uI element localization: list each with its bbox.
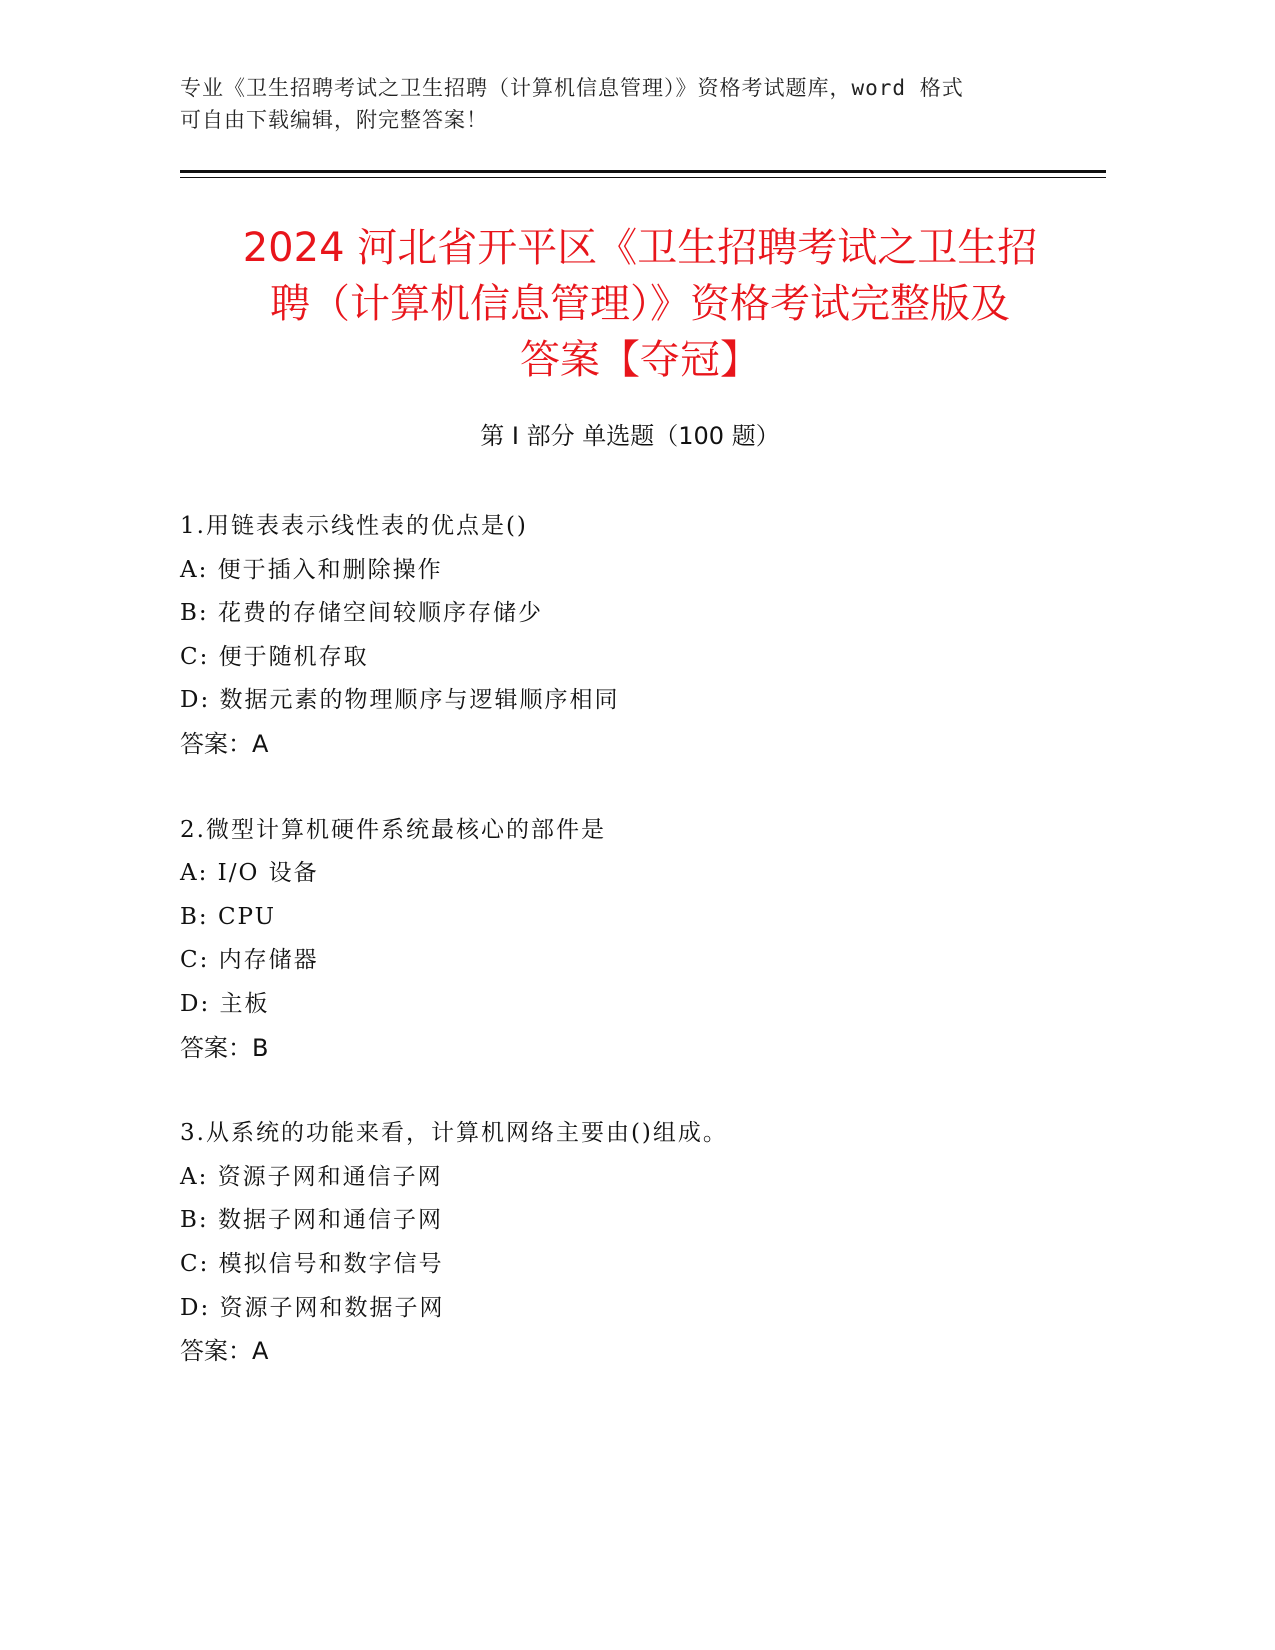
question-2 <box>180 809 1080 1071</box>
answer-line: 答案：A <box>180 1337 269 1366</box>
answer-line: 答案：B <box>180 1033 269 1062</box>
document-title-line-2: 聘（计算机信息管理）》资格考试完整版及 <box>270 281 1010 327</box>
option-b: B: 花费的存储空间较顺序存储少 <box>180 600 543 627</box>
question-3 <box>180 1112 1080 1374</box>
header-divider-thin <box>180 177 1106 178</box>
option-a: A: I/O 设备 <box>180 860 319 887</box>
section-heading: 第 I 部分 单选题（100 题） <box>480 422 780 450</box>
option-b: B: CPU <box>180 903 277 930</box>
option-d: D: 数据元素的物理顺序与逻辑顺序相同 <box>180 687 620 714</box>
question-stem: 1.用链表表示线性表的优点是() <box>180 513 528 539</box>
answer-line: 答案：A <box>180 729 269 758</box>
option-c: C: 内存储器 <box>180 947 319 974</box>
option-b: B: 数据子网和通信子网 <box>180 1207 443 1234</box>
option-d: D: 资源子网和数据子网 <box>180 1294 445 1321</box>
document-title-line-1: 2024 河北省开平区《卫生招聘考试之卫生招 <box>242 225 1038 271</box>
header-note <box>180 72 1080 136</box>
option-a: A: 资源子网和通信子网 <box>180 1163 443 1190</box>
question-stem: 2.微型计算机硬件系统最核心的部件是 <box>180 816 606 843</box>
header-note-line-1: 专业《卫生招聘考试之卫生招聘（计算机信息管理）》资格考试题库，word 格式 <box>180 76 964 100</box>
document-title <box>160 220 1120 388</box>
option-d: D: 主板 <box>180 990 270 1017</box>
question-1 <box>180 505 1080 767</box>
question-list <box>180 505 1080 1416</box>
header-note-line-2: 可自由下载编辑，附完整答案！ <box>180 108 488 132</box>
document-title-line-3: 答案【夺冠】 <box>520 337 760 383</box>
header-divider-thick <box>180 170 1106 173</box>
option-c: C: 便于随机存取 <box>180 643 369 670</box>
option-c: C: 模拟信号和数字信号 <box>180 1250 444 1277</box>
question-stem: 3.从系统的功能来看，计算机网络主要由()组成。 <box>180 1120 728 1147</box>
option-a: A: 便于插入和删除操作 <box>180 556 443 583</box>
